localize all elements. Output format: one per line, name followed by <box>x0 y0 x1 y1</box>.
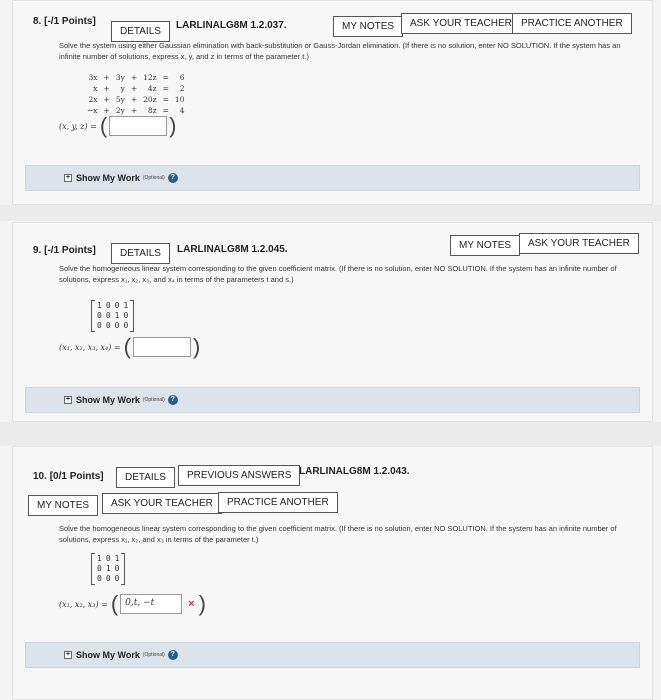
open-paren: ( <box>110 591 119 616</box>
matrix-row: 0 0 0 0 <box>97 321 129 330</box>
help-icon[interactable]: ? <box>168 650 178 660</box>
ask-teacher-button[interactable]: ASK YOUR TEACHER <box>519 233 639 254</box>
show-work-label[interactable]: Show My Work <box>76 395 140 405</box>
matrix-bracket-right <box>130 300 134 332</box>
show-my-work-bar[interactable] <box>25 642 640 668</box>
help-icon[interactable]: ? <box>168 395 178 405</box>
question-9-header <box>33 245 96 256</box>
answer-input[interactable] <box>133 337 191 357</box>
optional-label: (Optional) <box>142 397 165 403</box>
points: [-/1 Points] <box>44 245 96 256</box>
my-notes-button[interactable]: MY NOTES <box>333 16 403 37</box>
separator <box>0 422 661 446</box>
question-8-header <box>33 16 96 27</box>
points: [0/1 Points] <box>49 471 104 482</box>
equation-row: −x + 2y + 8z = 4 <box>87 106 185 115</box>
equation-system <box>83 71 188 117</box>
details-button[interactable]: DETAILS <box>116 467 175 488</box>
matrix-row: 1 0 0 1 <box>97 301 129 310</box>
question-number: 10. <box>33 471 47 482</box>
close-paren: ) <box>192 334 201 359</box>
question-number: 8. <box>33 16 42 27</box>
matrix-row: 0 0 1 0 <box>97 311 129 320</box>
question-prompt: Solve the homogeneous linear system corresponding to the given coefficient matrix. (If there is no solution, enter NO SOLUTION. If the system has an infinite number of solutions, express x₁, x₂, x₃, and x₄ in terms of the parameters t and s.) <box>59 264 617 284</box>
answer-input[interactable]: 0,t, −t <box>120 594 182 614</box>
problem-code: LARLINALG8M 1.2.037. <box>176 20 287 31</box>
show-work-label[interactable]: Show My Work <box>76 650 140 660</box>
question-10-header <box>33 471 104 482</box>
details-button[interactable]: DETAILS <box>111 243 170 264</box>
question-number: 9. <box>33 245 42 256</box>
close-paren: ) <box>169 113 177 138</box>
ask-teacher-button[interactable]: ASK YOUR TEACHER <box>401 13 521 34</box>
incorrect-icon: × <box>188 598 195 610</box>
answer-label: (x, y, z) = <box>59 121 97 131</box>
question-prompt: Solve the system using either Gaussian elimination with back-substitution or Gauss-Jordan elimination. (If there is no solution, enter NO SOLUTION. If the system has an infinite number of solutions, express x, y, and z in terms of the parameter t.) <box>59 41 621 61</box>
open-paren: ( <box>123 334 131 359</box>
equation-row: x + y + 4z = 2 <box>93 84 185 93</box>
problem-code: LARLINALG8M 1.2.043. <box>299 466 410 477</box>
answer-input[interactable] <box>109 116 167 136</box>
practice-another-button[interactable]: PRACTICE ANOTHER <box>218 492 338 513</box>
coefficient-matrix <box>91 300 134 332</box>
question-8 <box>12 0 653 205</box>
question-9 <box>12 222 653 422</box>
question-prompt: Solve the homogeneous linear system corresponding to the given coefficient matrix. (If there is no solution, enter NO SOLUTION. If the system has an infinite number of solutions, express x₁, x₂, and x₃ in terms of the parameter t.) <box>59 524 617 544</box>
expand-icon[interactable]: + <box>65 651 71 658</box>
separator <box>0 205 661 221</box>
answer-row <box>59 593 206 615</box>
open-paren: ( <box>99 113 108 138</box>
answer-label: (x₁, x₂, x₃, x₄) = <box>59 342 121 352</box>
expand-icon[interactable]: + <box>65 174 71 181</box>
show-my-work-bar[interactable] <box>25 165 640 191</box>
problem-code: LARLINALG8M 1.2.045. <box>177 244 288 255</box>
details-button[interactable]: DETAILS <box>111 21 170 42</box>
question-10 <box>12 446 653 700</box>
matrix-row: 0 0 0 <box>97 574 120 583</box>
show-work-label[interactable]: Show My Work <box>76 173 140 183</box>
previous-answers-button[interactable]: PREVIOUS ANSWERS <box>178 465 300 486</box>
help-icon[interactable]: ? <box>168 173 178 183</box>
answer-row <box>59 336 200 358</box>
my-notes-button[interactable]: MY NOTES <box>28 495 98 516</box>
equation-row: 3x + 3y + 12z = 6 <box>88 73 185 82</box>
practice-another-button[interactable]: PRACTICE ANOTHER <box>512 13 632 34</box>
my-notes-button[interactable]: MY NOTES <box>450 235 520 256</box>
show-my-work-bar[interactable] <box>25 387 640 413</box>
ask-teacher-button[interactable]: ASK YOUR TEACHER <box>102 493 222 514</box>
answer-row <box>59 115 177 137</box>
answer-label: (x₁, x₂, x₃) = <box>59 599 108 609</box>
expand-icon[interactable]: + <box>65 396 71 403</box>
matrix-row: 0 1 0 <box>97 564 120 573</box>
equation-row: 2x + 5y + 20z = 10 <box>88 95 185 104</box>
close-paren: ) <box>198 591 206 616</box>
matrix-row: 1 0 1 <box>97 554 120 563</box>
matrix-bracket-right <box>121 553 125 585</box>
points: [-/1 Points] <box>44 16 96 27</box>
optional-label: (Optional) <box>142 175 165 181</box>
coefficient-matrix <box>91 553 125 585</box>
optional-label: (Optional) <box>142 652 165 658</box>
